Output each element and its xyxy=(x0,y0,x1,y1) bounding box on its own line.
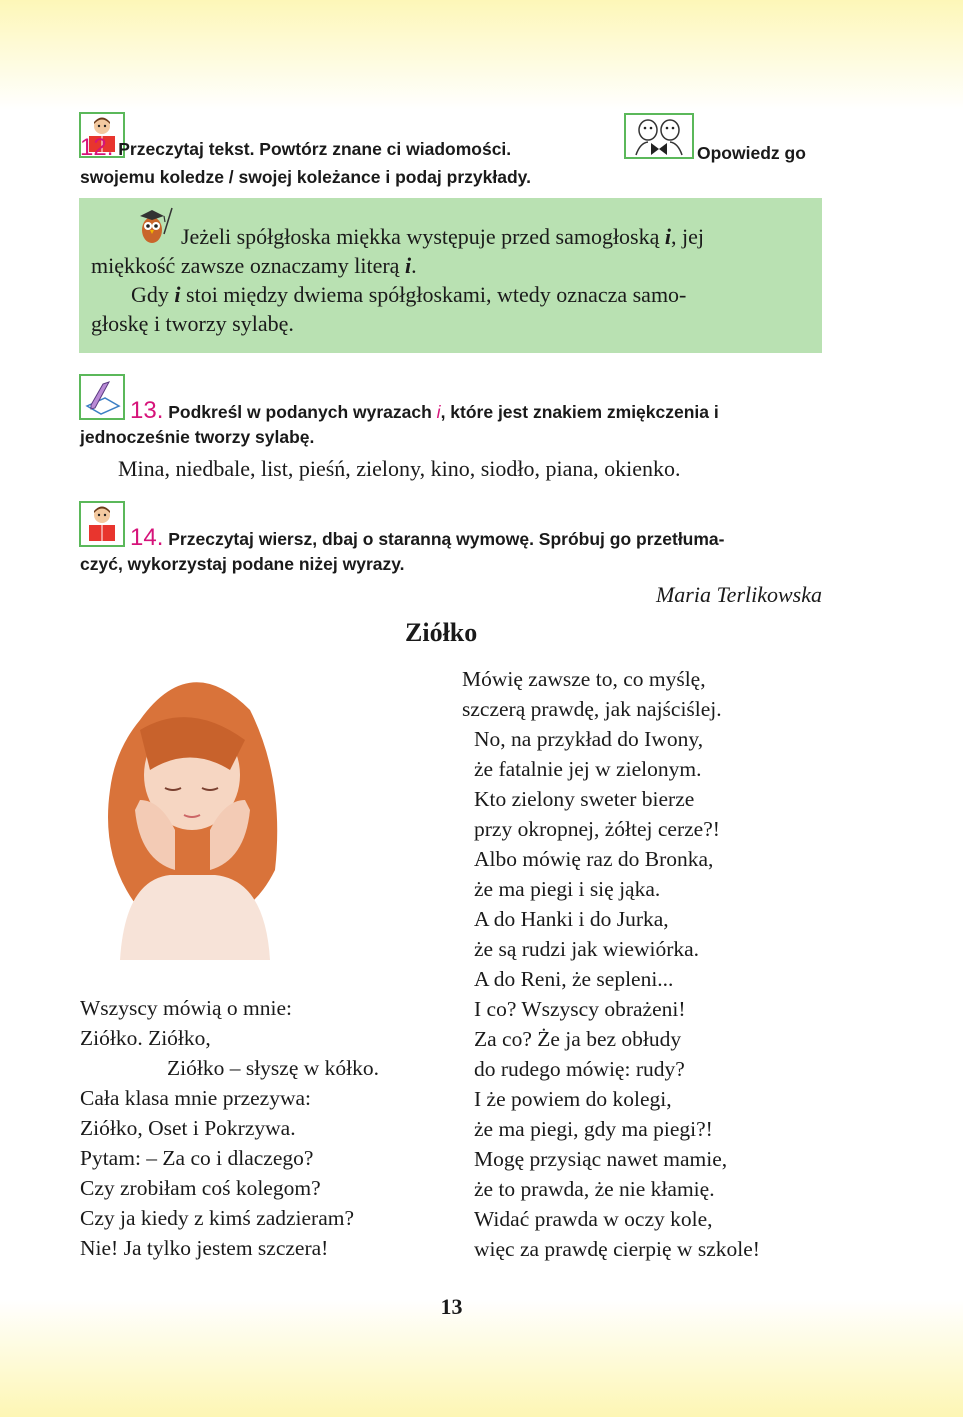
poem-line: A do Hanki i do Jurka, xyxy=(474,907,669,931)
page-number: 13 xyxy=(440,1294,463,1319)
poem-line: Pytam: – Za co i dlaczego? xyxy=(80,1146,314,1170)
poem-line: Wszyscy mówią o mnie: xyxy=(80,996,292,1020)
poem-line: że są rudzi jak wiewiórka. xyxy=(474,937,700,961)
rule-text: Gdy xyxy=(131,282,175,307)
task-12-line2 xyxy=(80,166,825,189)
owl-teacher-icon xyxy=(134,204,174,251)
poem-line: że fatalnie jej w zielonym. xyxy=(474,757,702,781)
poem-line: że ma piegi, gdy ma piegi?! xyxy=(474,1117,713,1141)
task-instruction: , które jest znakiem zmiękczenia i xyxy=(440,402,719,422)
rule-text: miękkość zawsze oznaczamy literą xyxy=(91,253,405,278)
poem-line: Ziółko – słyszę w kółko. xyxy=(167,1056,379,1080)
poem-line: I że powiem do kolegi, xyxy=(474,1087,672,1111)
letter-i: i xyxy=(664,224,672,249)
poem-line: No, na przykład do Iwony, xyxy=(474,727,704,751)
poem-line: I co? Wszyscy obrażeni! xyxy=(474,997,686,1021)
poem-line: Cała klasa mnie przezywa: xyxy=(80,1086,312,1110)
rule-box xyxy=(79,198,822,353)
task-number: 14. xyxy=(130,524,164,551)
poem-line: że ma piegi i się jąka. xyxy=(474,877,661,901)
task-14-line2 xyxy=(80,553,825,576)
task-number: 13. xyxy=(130,397,164,424)
rule-text: głoskę i tworzy sylabę. xyxy=(91,311,294,336)
letter-i: i xyxy=(436,402,441,422)
poem-line: Mówię zawsze to, co myślę, xyxy=(462,667,706,691)
rule-text: Jeżeli spółgłoska miękka występuje przed samogłoską xyxy=(181,224,665,249)
poem-line: Kto zielony sweter bierze xyxy=(474,787,695,811)
task-14 xyxy=(80,526,825,551)
poem-line: że to prawda, że nie kłamię. xyxy=(474,1177,715,1201)
task-instruction: jednocześnie tworzy sylabę. xyxy=(80,427,315,447)
poem-right-stanza xyxy=(462,664,760,1264)
task-instruction: Przeczytaj wiersz, dbaj o staranną wymowę. Spróbuj go przetłuma- xyxy=(168,529,725,549)
task-instruction: czyć, wykorzystaj podane niżej wyrazy. xyxy=(80,554,405,574)
poem-left-stanza xyxy=(80,993,379,1263)
rule-text: stoi między dwiema spółgłoskami, wtedy oznacza samo- xyxy=(180,282,687,307)
poem-line: A do Reni, że sepleni... xyxy=(474,967,674,991)
poem-author: Maria Terlikowska xyxy=(655,582,822,607)
task-instruction: Opowiedz go xyxy=(697,143,806,163)
task-instruction: Przeczytaj tekst. Powtórz znane ci wiadomości. xyxy=(118,139,512,159)
rule-paragraph-2 xyxy=(91,280,810,309)
word-list: Mina, niedbale, list, pieśń, zielony, kino, siodło, piana, okienko. xyxy=(118,456,681,481)
task-instruction: Podkreśl w podanych wyrazach xyxy=(168,402,437,422)
two-children-talking-icon xyxy=(624,113,694,159)
poem-line: Ziółko, Oset i Pokrzywa. xyxy=(80,1116,296,1140)
poem-indented-block xyxy=(462,724,760,1264)
girl-illustration xyxy=(80,660,305,960)
poem-line: więc za prawdę cierpię w szkole! xyxy=(474,1237,760,1261)
poem-line: Albo mówię raz do Bronka, xyxy=(474,847,714,871)
poem-line: Mogę przysiąc nawet mamie, xyxy=(474,1147,728,1171)
poem-line: Za co? Że ja bez obłudy xyxy=(474,1027,682,1051)
poem-line: Widać prawda w oczy kole, xyxy=(474,1207,713,1231)
rule-paragraph-1 xyxy=(91,222,810,280)
poem-title: Ziółko xyxy=(405,618,478,647)
letter-i: i xyxy=(404,253,412,278)
task-instruction: swojemu koledze / swojej koleżance i podaj przykłady. xyxy=(80,167,531,187)
rule-text: . xyxy=(411,253,417,278)
poem-line: Ziółko. Ziółko, xyxy=(80,1026,211,1050)
poem-line: szczerą prawdę, jak najściślej. xyxy=(462,697,722,721)
letter-i: i xyxy=(174,282,181,307)
rule-paragraph-2-end xyxy=(91,309,810,338)
task-12-continued xyxy=(697,142,827,165)
task-13-line2 xyxy=(80,426,825,449)
poem-line: przy okropnej, żółtej cerze?! xyxy=(474,817,720,841)
rule-text: , jej xyxy=(671,224,705,249)
task-13 xyxy=(80,399,825,424)
poem-line: Czy zrobiłam coś kolegom? xyxy=(80,1176,321,1200)
poem-line: Czy ja kiedy z kimś zadzieram? xyxy=(80,1206,355,1230)
task-number: 12. xyxy=(80,134,114,161)
poem-line: do rudego mówię: rudy? xyxy=(474,1057,685,1081)
poem-line: Nie! Ja tylko jestem szczera! xyxy=(80,1236,329,1260)
